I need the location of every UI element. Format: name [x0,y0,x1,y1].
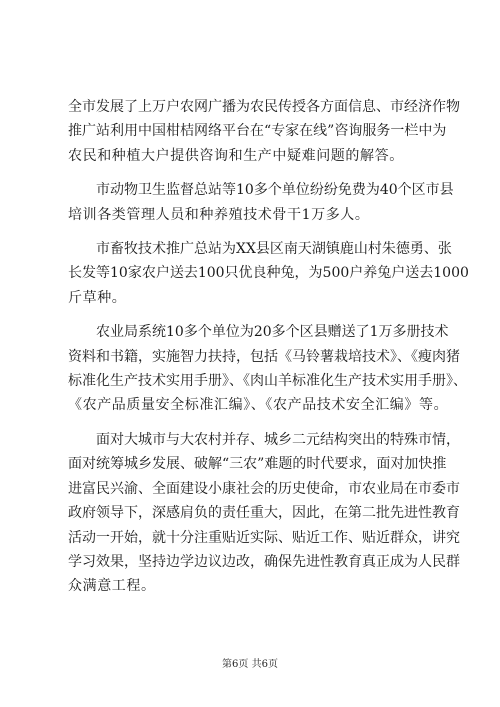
text-line: 推广站利用中国柑桔网络平台在“专家在线”咨询服务一栏中为 [68,123,447,140]
paragraph [68,95,460,168]
text-line: 资料和书籍，实施智力扶持，包括《马铃薯栽培技术》、《瘦肉猪 [68,348,460,365]
text-line: 学习效果，坚持边学边议边改，确保先进性教育真正成为人民群 [68,553,460,570]
text-line: 活动一开始，就十分注重贴近实际、贴近工作、贴近群众，讲究 [68,529,460,546]
text-line: 市畜牧技术推广总站为XX县区南天湖镇鹿山村朱德勇、张 [68,241,452,258]
text-line: 《农产品质量安全标准汇编》、《农产品技术安全汇编》等。 [68,397,449,414]
page-footer: 第6页 共6页 [222,659,278,670]
text-line: 面对大城市与大农村并存、城乡二元结构突出的特殊市情， [68,431,460,448]
text-line: 全市发展了上万户农网广播为农民传授各方面信息、市经济作物 [68,99,460,115]
text-line: 农民和种植大户提供咨询和生产中疑难问题的解答。 [68,147,404,164]
text-line: 农业局系统10多个单位为20多个区县赠送了1万多册技术 [68,324,449,341]
text-line: 长发等10家农户送去100只优良种兔，为500户养兔户送去1000 [68,265,469,282]
text-line: 标准化生产技术实用手册》、《肉山羊标准化生产技术实用手册》、 [68,373,467,390]
text-line: 众满意工程。 [68,578,156,595]
paragraph [68,237,469,310]
paragraph [68,428,460,599]
paragraph [68,178,454,227]
text-line: 斤草种。 [68,289,127,306]
text-line: 培训各类管理人员和种养殖技术骨干1万多人。 [68,206,370,223]
paragraph [68,320,467,418]
document-body [68,95,469,599]
text-line: 进富民兴渝、全面建设小康社会的历史使命，市农业局在市委市 [68,480,460,497]
text-line: 市动物卫生监督总站等10多个单位纷纷免费为40个区市县 [68,182,454,199]
text-line: 政府领导下，深感肩负的责任重大，因此，在第二批先进性教育 [68,505,460,522]
text-line: 面对统筹城乡发展、破解“三农”难题的时代要求，面对加快推 [68,456,447,473]
